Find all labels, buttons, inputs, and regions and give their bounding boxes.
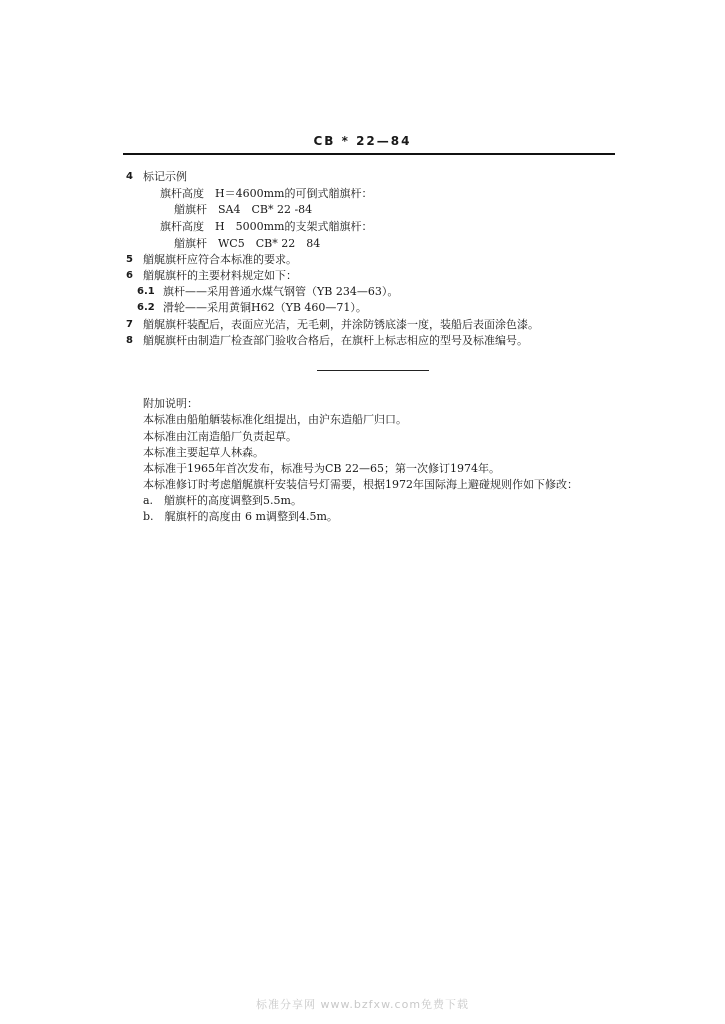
clause-number: 6.1 [137, 286, 155, 297]
clause-number: 4 [126, 171, 133, 182]
example-line: 艏旗杆 SA4 CB* 22 -84 [174, 203, 313, 216]
clause-number: 6 [126, 270, 133, 281]
section-separator [317, 370, 429, 371]
document-header-code: CB * 22—84 [313, 134, 412, 148]
clause-text: 艏艉旗杆由制造厂检查部门验收合格后，在旗杆上标志相应的型号及标准编号。 [143, 334, 528, 347]
clause-text: 艏艉旗杆应符合本标准的要求。 [143, 253, 297, 266]
clause-number: 7 [126, 319, 133, 330]
notes-title: 附加说明： [143, 397, 198, 410]
clause-text: 滑轮——采用黄铜H62（YB 460—71）。 [163, 301, 367, 314]
clause-text: 艏艉旗杆装配后，表面应光洁，无毛刺，并涂防锈底漆一度，装船后表面涂色漆。 [143, 318, 539, 331]
example-line: 旗杆高度 H＝4600mm的可倒式艏旗杆： [160, 187, 373, 200]
example-line: 旗杆高度 H 5000mm的支架式艏旗杆： [160, 220, 373, 233]
clause-text: 标记示例 [143, 170, 187, 183]
note-line: 本标准于1965年首次发布，标准号为CB 22—65；第一次修订1974年。 [143, 462, 500, 475]
clause-number: 8 [126, 335, 133, 346]
note-line: b. 艉旗杆的高度由 6 m调整到4.5m。 [143, 510, 338, 523]
clause-text: 艏艉旗杆的主要材料规定如下： [143, 269, 297, 282]
watermark: 标准分享网 www.bzfxw.com免费下载 [255, 998, 470, 1011]
header-rule [123, 153, 615, 155]
note-line: 本标准由船舶舾装标准化组提出，由沪东造船厂归口。 [143, 413, 407, 426]
note-line: 本标准由江南造船厂负责起草。 [143, 430, 297, 443]
clause-text: 旗杆——采用普通水煤气钢管（YB 234—63）。 [163, 285, 399, 298]
note-line: a. 艏旗杆的高度调整到5.5m。 [143, 494, 302, 507]
clause-number: 5 [126, 254, 133, 265]
note-line: 本标准主要起草人林森。 [143, 446, 264, 459]
example-line: 艏旗杆 WC5 CB* 22 84 [174, 237, 321, 250]
clause-number: 6.2 [137, 302, 155, 313]
note-line: 本标准修订时考虑艏艉旗杆安装信号灯需要，根据1972年国际海上避碰规则作如下修改： [143, 478, 578, 491]
